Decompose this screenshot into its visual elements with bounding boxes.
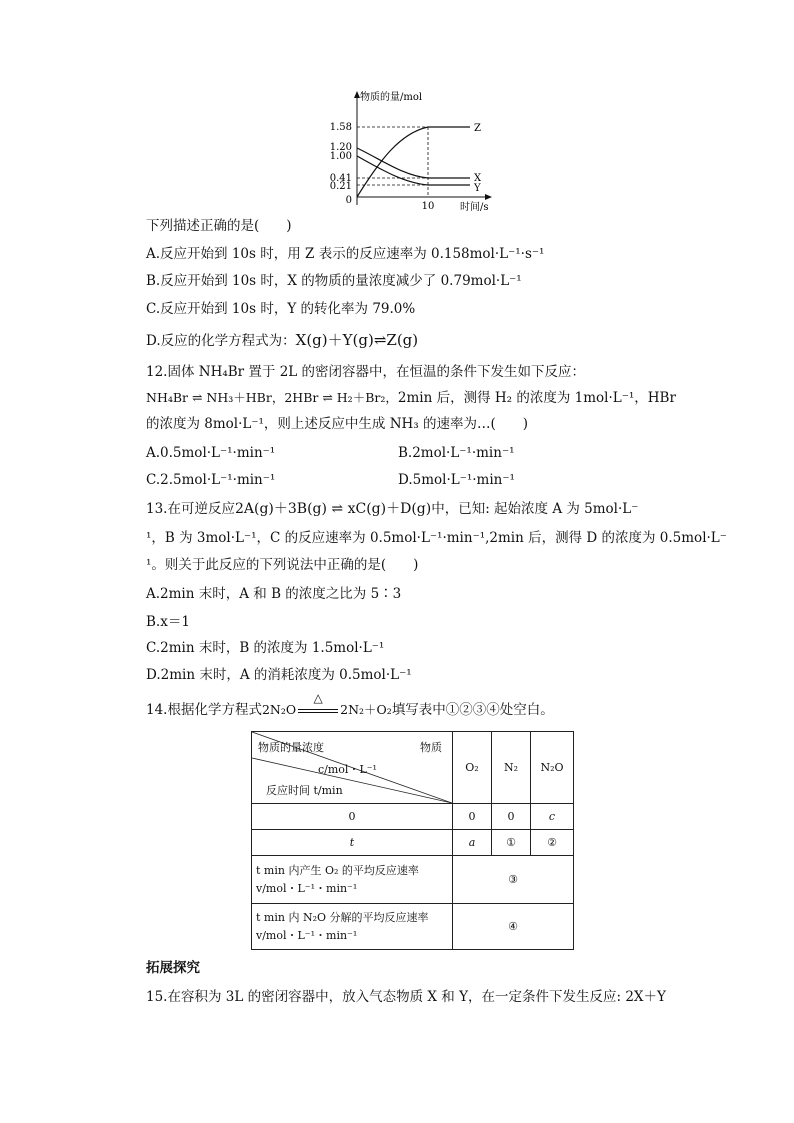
q11-option-d <box>146 330 418 351</box>
table-row <box>252 804 574 830</box>
ytick-1: 1.58 <box>329 122 352 133</box>
q12-line-2 <box>146 388 676 408</box>
table-header-row <box>252 732 574 804</box>
q14-suffix: 填写表中①②③④处空白。 <box>391 702 554 718</box>
cell-blank-3: ③ <box>453 856 574 904</box>
table-row <box>252 856 574 904</box>
ytick-2: 1.20 <box>329 142 352 153</box>
row-o2-rate-label: t min 内产生 O₂ 的平均反应速率 v/mol・L⁻¹・min⁻¹ <box>252 856 453 904</box>
q12-option-a: A.0.5mol·L⁻¹·min⁻¹ <box>146 445 276 461</box>
xtick-10: 10 <box>421 201 435 212</box>
table-row <box>252 904 574 950</box>
series-label-z: Z <box>474 123 481 134</box>
hdr-top-right: 物质 <box>420 741 442 754</box>
cell-n2o-0: c <box>531 804 574 830</box>
cell-time-t: t <box>252 830 453 856</box>
ytick-3: 1.00 <box>329 151 352 162</box>
q13-option-c: C.2min 末时，B 的浓度为 1.5mol·L⁻¹ <box>146 640 385 656</box>
q12-line-1: 12.固体 NH₄Br 置于 2L 的密闭容器中，在恒温的条件下发生如下反应： <box>146 364 586 380</box>
hdr-middle: c/mol・L⁻¹ <box>318 763 377 776</box>
col-n2o: N₂O <box>531 732 574 804</box>
q13-option-b: B.x＝1 <box>146 614 190 630</box>
q12-option-b: B.2mol·L⁻¹·min⁻¹ <box>398 445 515 461</box>
q11-option-d-prefix: D.反应的化学方程式为： <box>146 333 296 349</box>
hdr-bottom-left: 反应时间 t/min <box>266 784 343 797</box>
q13-equation: 2A(g)＋3B(g) ⇌ xC(g)＋D(g) <box>234 501 432 517</box>
q11-option-d-equation: X(g)＋Y(g)⇌Z(g) <box>295 331 419 349</box>
graph-svg <box>320 88 500 213</box>
q11-stem: 下列描述正确的是( ) <box>146 218 292 234</box>
curve-x <box>357 148 470 178</box>
q14-line-1 <box>146 691 554 720</box>
q13-option-d: D.2min 末时，A 的消耗浓度为 0.5mol·L⁻¹ <box>146 667 412 683</box>
cell-n2-t: ① <box>492 830 531 856</box>
x-axis-arrow <box>485 194 492 200</box>
q13-prefix: 13.在可逆反应 <box>146 501 235 517</box>
q11-option-c: C.反应开始到 10s 时，Y 的转化率为 79.0% <box>146 301 416 317</box>
cell-time-0: 0 <box>252 804 453 830</box>
table-row <box>252 830 574 856</box>
q14-eq-left: 2N₂O <box>261 702 297 717</box>
q14-table <box>251 731 574 950</box>
q14-prefix: 14.根据化学方程式 <box>146 702 262 718</box>
cell-n2-0: 0 <box>492 804 531 830</box>
curve-z <box>357 127 470 197</box>
q12-line-3: 的浓度为 8mol·L⁻¹，则上述反应中生成 NH₃ 的速率为…( ) <box>146 416 529 432</box>
q13-line-1 <box>146 499 638 519</box>
q12-line-2-rest: 2min 后，测得 H₂ 的浓度为 1mol·L⁻¹，HBr <box>397 390 676 406</box>
series-label-y: Y <box>474 183 481 194</box>
q15-line-1: 15.在容积为 3L 的密闭容器中，放入气态物质 X 和 Y，在一定条件下发生反应: 2X＋Y <box>146 989 666 1005</box>
cell-blank-4: ④ <box>453 904 574 950</box>
q12-option-c: C.2.5mol·L⁻¹·min⁻¹ <box>146 472 276 488</box>
x-axis-label: 时间/s <box>460 202 489 213</box>
cell-o2-t: a <box>453 830 492 856</box>
q14-eq-right: 2N₂＋O₂ <box>340 702 392 717</box>
ytick-5: 0.21 <box>329 181 352 192</box>
col-n2: N₂ <box>492 732 531 804</box>
ytick-6: 0 <box>345 195 352 206</box>
hdr-top-left: 物质的量浓度 <box>258 741 324 754</box>
cell-n2o-t: ② <box>531 830 574 856</box>
q13-option-a: A.2min 末时，A 和 B 的浓度之比为 5∶3 <box>146 586 402 602</box>
cell-o2-0: 0 <box>453 804 492 830</box>
q14-eq-bar <box>298 709 338 713</box>
q13-line-3: ¹。则关于此反应的下列说法中正确的是( ) <box>146 557 419 573</box>
row-n2o-rate-label: t min 内 N₂O 分解的平均反应速率 v/mol・L⁻¹・min⁻¹ <box>252 904 453 950</box>
amount-time-graph <box>320 88 500 217</box>
ytick-4: 0.41 <box>329 173 352 184</box>
q13-line-2: ¹，B 为 3mol·L⁻¹，C 的反应速率为 0.5mol·L⁻¹·min⁻¹,2min 后，测得 D 的浓度为 0.5mol·L⁻ <box>146 530 727 546</box>
q13-line-1-rest: 中，已知: 起始浓度 A 为 5mol·L⁻ <box>431 501 639 517</box>
q14-eq-condition: △ <box>313 691 323 705</box>
y-axis-label: 物质的量/mol <box>360 92 423 103</box>
q11-option-b: B.反应开始到 10s 时，X 的物质的量浓度减少了 0.79mol·L⁻¹ <box>146 273 522 289</box>
q12-option-d: D.5mol·L⁻¹·min⁻¹ <box>398 472 515 488</box>
q14-eq-arrow <box>296 691 340 720</box>
q12-equation: NH₄Br ⇌ NH₃＋HBr，2HBr ⇌ H₂＋Br₂， <box>146 390 398 405</box>
col-o2: O₂ <box>453 732 492 804</box>
table-header-diagonal-cell <box>252 732 453 804</box>
series-label-x: X <box>474 173 482 184</box>
q11-option-a: A.反应开始到 10s 时，用 Z 表示的反应速率为 0.158mol·L⁻¹·s⁻¹ <box>146 246 545 262</box>
section-title: 拓展探究 <box>146 960 200 976</box>
